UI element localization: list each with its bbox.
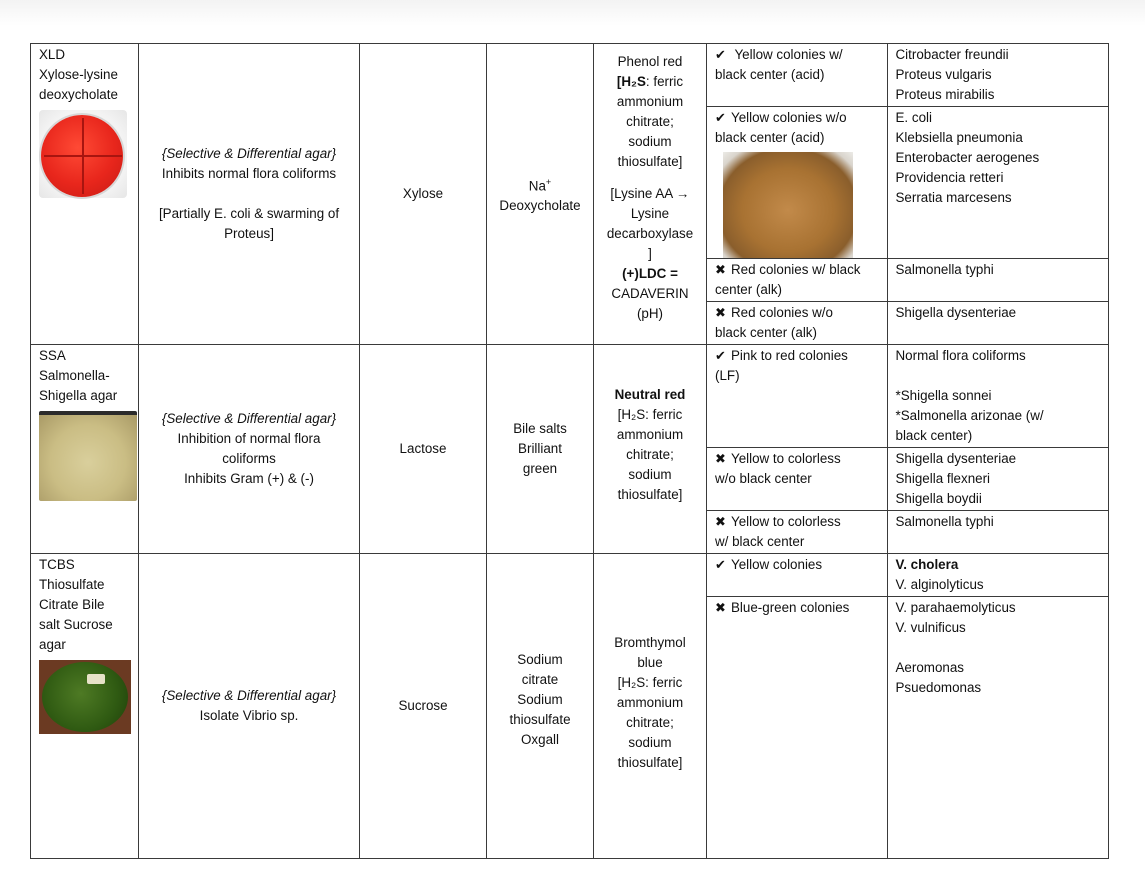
table-row-tcbs (31, 554, 1109, 859)
inhibitor-label: Oxgall (521, 731, 559, 747)
result-text: Red colonies w/o (731, 305, 833, 320)
result-text: Yellow to colorless (731, 451, 841, 466)
result-row (707, 597, 1108, 858)
result-text: black center (alk) (715, 325, 817, 340)
organism: Shigella flexneri (895, 471, 991, 486)
results-subtable (707, 345, 1108, 553)
purpose-type: {Selective & Differential agar} (161, 411, 337, 426)
result-text: w/o black center (715, 471, 812, 486)
organism: Aeromonas (895, 660, 964, 675)
indicator-line: (pH) (636, 306, 664, 321)
inhibitor-label: Sodium (517, 691, 563, 707)
check-icon: ✔ (715, 110, 726, 125)
organism: Enterobacter aerogenes (895, 150, 1040, 165)
inhibitor-sup: + (545, 176, 552, 187)
indicator-line: chitrate; (626, 447, 674, 462)
result-row (707, 107, 1108, 259)
culture-media-table (30, 43, 1109, 859)
result-text: Blue-green colonies (731, 600, 850, 615)
medium-line: Shigella agar (39, 388, 118, 403)
organism: V. cholera (895, 557, 959, 572)
inhibitor-cell-xld (487, 44, 594, 345)
result-text: black center (acid) (715, 130, 825, 145)
indicator-line: ammonium (616, 427, 684, 442)
result-text: Yellow to colorless (731, 514, 841, 529)
check-icon: ✔ (715, 47, 726, 62)
result-text: center (alk) (715, 282, 782, 297)
organism: black center) (895, 428, 973, 443)
organism: Serratia marcesens (895, 190, 1012, 205)
organism: Shigella dysenteriae (895, 451, 1017, 466)
indicator-line: thiosulfate] (617, 755, 683, 770)
sugar-label: Xylose (402, 186, 444, 201)
cross-icon: ✖ (715, 451, 726, 466)
indicator-line: [H₂S: ferric (617, 675, 683, 690)
result-row (707, 44, 1108, 107)
inhibitor-cell-tcbs (487, 554, 594, 859)
purpose-type: {Selective & Differential agar} (161, 687, 337, 703)
organism: V. vulnificus (895, 620, 966, 635)
inhibitor-label: citrate (521, 671, 559, 687)
purpose-cell-tcbs (139, 554, 360, 859)
inhibitor-na: Na (528, 178, 546, 194)
sugar-label: Lactose (399, 441, 447, 456)
result-text: Yellow colonies (731, 557, 823, 572)
result-row (707, 259, 1108, 302)
inhibitor-label: Bile salts (513, 421, 567, 436)
result-row (707, 345, 1108, 448)
inhibitor-label: Deoxycholate (499, 198, 581, 214)
indicator-line: chitrate; (626, 715, 674, 730)
sugar-cell-ssa (360, 345, 487, 554)
indicator-line: sodium (628, 134, 672, 149)
indicator-line: ammonium (616, 695, 684, 710)
organism: Providencia retteri (895, 170, 1004, 185)
organism: Shigella dysenteriae (895, 305, 1017, 320)
medium-cell-xld (31, 44, 139, 345)
organism: V. alginolyticus (895, 577, 984, 592)
inhibitor-label: green (522, 461, 558, 476)
indicator-line: Phenol red (617, 54, 683, 69)
results-cell-xld (707, 44, 1109, 345)
beige-agar-plate-photo (39, 411, 137, 501)
purpose-cell-ssa (139, 345, 360, 554)
medium-line: agar (39, 637, 66, 652)
result-row (707, 448, 1108, 511)
organism: Klebsiella pneumonia (895, 130, 1023, 145)
purpose-text: Inhibits normal flora coliforms (161, 166, 337, 181)
green-agar-plate-photo (39, 660, 131, 734)
cross-icon: ✖ (715, 600, 726, 615)
indicator-line: chitrate; (626, 114, 674, 129)
cross-icon: ✖ (715, 514, 726, 529)
indicator-line: ] (648, 246, 652, 261)
sugar-cell-tcbs (360, 554, 487, 859)
indicator-line: Bromthymol (614, 635, 686, 650)
indicator-line: [H₂S: ferric (617, 407, 683, 422)
medium-line: salt Sucrose (39, 617, 113, 632)
organism: Proteus mirabilis (895, 87, 995, 102)
red-agar-plate-photo (39, 110, 127, 198)
organism: V. parahaemolyticus (895, 600, 1016, 615)
medium-line: Salmonella- (39, 368, 110, 383)
yellow-colony-plate-photo (723, 152, 853, 258)
purpose-note: Proteus] (224, 226, 274, 241)
purpose-note: [Partially E. coli & swarming of (158, 206, 340, 221)
result-text: Yellow colonies w/ (731, 47, 843, 62)
indicator-line: [Lysine AA → (610, 186, 690, 201)
organism: Normal flora coliforms (895, 348, 1026, 363)
organism: Proteus vulgaris (895, 67, 992, 82)
organism: Shigella boydii (895, 491, 982, 506)
cross-icon: ✖ (715, 262, 726, 277)
result-text: (LF) (715, 368, 740, 383)
indicator-cell-ssa (594, 345, 707, 554)
sugar-label: Sucrose (398, 697, 448, 713)
indicator-line: sodium (628, 467, 672, 482)
medium-cell-tcbs (31, 554, 139, 859)
results-cell-tcbs (707, 554, 1109, 859)
cross-icon: ✖ (715, 305, 726, 320)
result-text: black center (acid) (715, 67, 825, 82)
medium-name: TCBS (39, 557, 75, 572)
medium-name: SSA (39, 348, 66, 363)
results-subtable (707, 44, 1108, 344)
indicator-line: CADAVERIN (611, 286, 689, 301)
purpose-text: Isolate Vibrio sp. (199, 707, 299, 723)
inhibitor-cell-ssa (487, 345, 594, 554)
results-cell-ssa (707, 345, 1109, 554)
indicator-line: decarboxylase (606, 226, 694, 241)
purpose-type: {Selective & Differential agar} (161, 146, 337, 161)
organism: E. coli (895, 110, 932, 125)
medium-cell-ssa (31, 345, 139, 554)
result-row (707, 554, 1108, 597)
inhibitor-label: thiosulfate (509, 711, 571, 727)
purpose-text: coliforms (222, 451, 276, 466)
inhibitor-label: Brilliant (518, 441, 562, 456)
result-text: Yellow colonies w/o (731, 110, 847, 125)
medium-line: deoxycholate (39, 87, 118, 102)
indicator-cell-xld (594, 44, 707, 345)
organism: Salmonella typhi (895, 262, 994, 277)
table-row-ssa (31, 345, 1109, 554)
indicator-line: thiosulfate] (617, 487, 683, 502)
indicator-line: thiosulfate] (617, 154, 683, 169)
organism: Salmonella typhi (895, 514, 994, 529)
table-row-xld (31, 44, 1109, 345)
medium-name: XLD (39, 47, 66, 62)
indicator-line: ammonium (616, 94, 684, 109)
check-icon: ✔ (715, 557, 726, 572)
organism: Psuedomonas (895, 680, 982, 695)
purpose-text: Inhibits Gram (+) & (-) (184, 471, 314, 486)
medium-line: Xylose-lysine (39, 67, 118, 82)
result-text: Red colonies w/ black (731, 262, 861, 277)
inhibitor-label: Sodium (517, 651, 563, 667)
indicator-name: Neutral red (614, 387, 686, 402)
medium-line: Thiosulfate (39, 577, 105, 592)
indicator-line: sodium (628, 735, 672, 750)
result-text: w/ black center (715, 534, 805, 549)
indicator-ldc: (+)LDC = (622, 266, 678, 281)
purpose-text: Inhibition of normal flora (177, 431, 321, 446)
indicator-line: : ferric (645, 74, 684, 89)
medium-line: Citrate Bile (39, 597, 105, 612)
indicator-cell-tcbs (594, 554, 707, 859)
organism: *Salmonella arizonae (w/ (895, 408, 1044, 423)
result-row (707, 302, 1108, 345)
organism: *Shigella sonnei (895, 388, 992, 403)
result-row (707, 511, 1108, 554)
purpose-cell-xld (139, 44, 360, 345)
results-subtable (707, 554, 1108, 858)
indicator-h2s: [H₂S (616, 74, 646, 89)
indicator-line: Lysine (630, 206, 670, 221)
result-text: Pink to red colonies (731, 348, 848, 363)
indicator-line: blue (637, 655, 663, 670)
check-icon: ✔ (715, 348, 726, 363)
sugar-cell-xld (360, 44, 487, 345)
organism: Citrobacter freundii (895, 47, 1009, 62)
